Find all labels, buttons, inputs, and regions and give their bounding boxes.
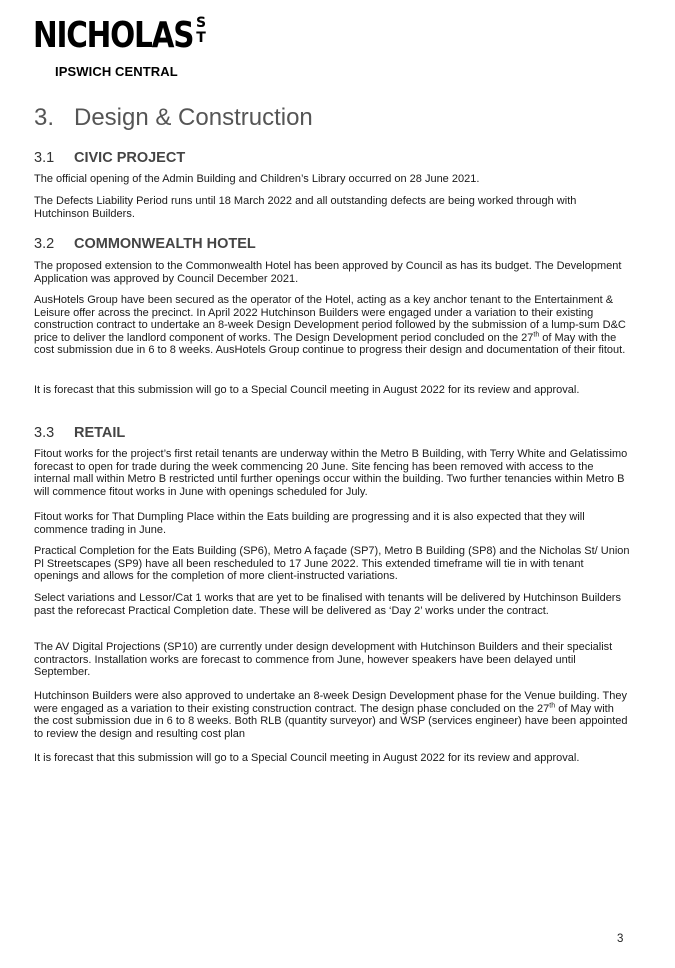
subsection-heading-retail: 3.3 RETAIL <box>34 425 126 441</box>
paragraph: The proposed extension to the Commonwealth Hotel has been approved by Council as has its budget. The Development Application was approved by Council December 2021. <box>34 260 622 285</box>
page-number: 3 <box>617 933 624 945</box>
logo-wordmark: NICHOLAS <box>33 15 194 56</box>
paragraph: Fitout works for the project’s first retail tenants are underway within the Metro B Building, with Terry White and Gelatissimo forecast to open for trade during the week commencing 20 June. Site fencing has been removed with access to the internal mall within Metro B restricted until further openings occur within the building. Two further tenancies within Metro B will commence fitout works in June with openings scheduled for July. <box>34 448 628 498</box>
paragraph: Practical Completion for the Eats Building (SP6), Metro A façade (SP7), Metro B Building (SP8) and the Nicholas St/ Union Pl Streetscapes (SP9) have all been rescheduled to 17 June 2022. This extended timeframe will tie in with tenant openings and allows for the completion of more client-instructed variations. <box>34 545 630 583</box>
paragraph: The AV Digital Projections (SP10) are currently under design development with Hutchinson Builders and their specialist contractors. Installation works are forecast to commence from June, however speakers have been delayed until September. <box>34 641 613 679</box>
paragraph: Fitout works for That Dumpling Place within the Eats building are progressing and it is also expected that they will commence trading in June. <box>34 511 585 536</box>
paragraph: The Defects Liability Period runs until 18 March 2022 and all outstanding defects are being worked through with Hutchinson Builders. <box>34 195 577 220</box>
section-number: 3. <box>34 104 55 131</box>
paragraph: It is forecast that this submission will go to a Special Council meeting in August 2022 for its review and approval. <box>34 752 580 764</box>
logo-st-mark: S T <box>195 15 207 46</box>
subsection-heading-commonwealth-hotel: 3.2 COMMONWEALTH HOTEL <box>34 236 256 252</box>
paragraph: It is forecast that this submission will go to a Special Council meeting in August 2022 for its review and approval. <box>34 384 580 396</box>
paragraph: Select variations and Lessor/Cat 1 works that are yet to be finalised with tenants will be delivered by Hutchinson Builders past the reforecast Practical Completion date. These will be delivered as ‘Day 2’ works under the contract. <box>34 592 621 617</box>
section-title: Design & Construction <box>74 104 313 131</box>
paragraph: AusHotels Group have been secured as the operator of the Hotel, acting as a key anchor tenant to the Entertainment & Leisure offer across the precinct. In April 2022 Hutchinson Builders were engaged under a variation to their existing construction contract to undertake an 8-week Design Development period followed by the submission of a lump-sum D&C price to deliver the landlord component of works. The Design Development period concluded on the 27th of May with the cost submission due in 6 to 8 weeks. AusHotels Group continue to progress their design and documentation of their fitout. <box>34 294 626 357</box>
paragraph: The official opening of the Admin Building and Children’s Library occurred on 28 June 2021. <box>34 173 480 185</box>
logo-subtitle: IPSWICH CENTRAL <box>55 64 178 79</box>
subsection-heading-civic: 3.1 CIVIC PROJECT <box>34 150 186 166</box>
paragraph: Hutchinson Builders were also approved to undertake an 8-week Design Development phase for the Venue building. They were engaged as a variation to their existing construction contract. The design phase concluded on the 27th of May with the cost submission due in 6 to 8 weeks. Both RLB (quantity surveyor) and WSP (services engineer) have been appointed to review the design and resulting cost plan <box>34 690 628 740</box>
section-heading <box>34 104 313 132</box>
nicholas-st-logo <box>33 14 228 79</box>
